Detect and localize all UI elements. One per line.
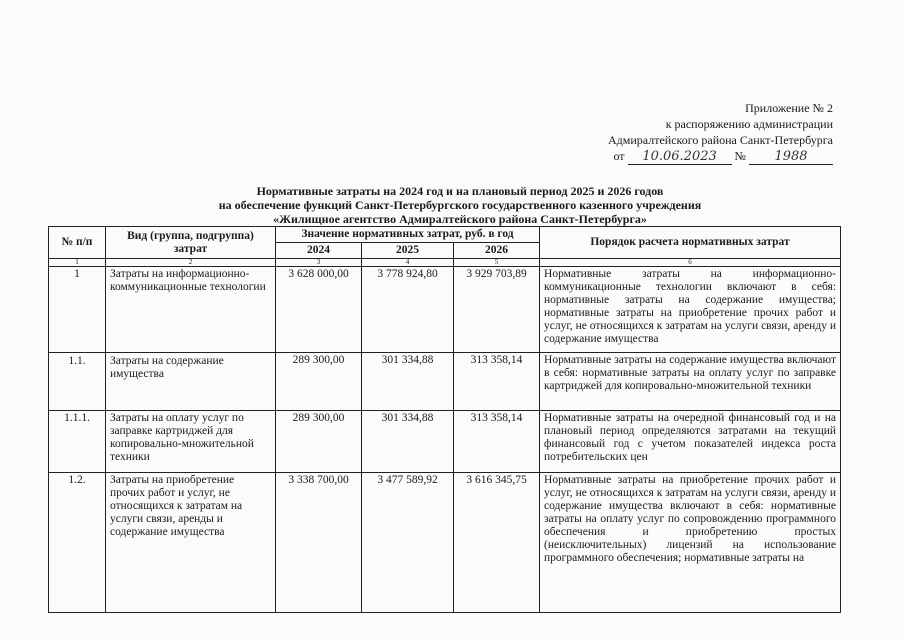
row-value-2026: 313 358,14 <box>454 353 540 411</box>
row-value-2025: 301 334,88 <box>362 353 454 411</box>
row-value-2024: 3 338 700,00 <box>276 473 362 613</box>
appendix-header <box>608 100 833 165</box>
header-year-2024: 2024 <box>276 243 362 259</box>
row-value-2026: 313 358,14 <box>454 411 540 473</box>
handwritten-date: 10.06.2023 <box>628 150 732 165</box>
row-kind: Затраты на информационно-коммуникационные технологии <box>106 267 276 353</box>
row-kind: Затраты на приобретение прочих работ и услуг, не относящихся к затратам на услуги связи, аренды и содержание имущества <box>106 473 276 613</box>
header-values: Значение нормативных затрат, руб. в год <box>276 227 540 243</box>
row-method: Нормативные затраты на очередной финансовый год и на плановый период определяются затратами на текущий финансовый год с учетом показателей индекса роста потребительских цен <box>540 411 841 473</box>
row-value-2025: 3 477 589,92 <box>362 473 454 613</box>
row-method: Нормативные затраты на содержание имущества включают в себя: нормативные затраты на оплату услуг по заправке картриджей для копировально-множительной техники <box>540 353 841 411</box>
header-year-2025: 2025 <box>362 243 454 259</box>
row-value-2024: 289 300,00 <box>276 353 362 411</box>
header-method: Порядок расчета нормативных затрат <box>540 227 841 259</box>
index-cell: 4 <box>362 259 454 267</box>
header-year-2026: 2026 <box>454 243 540 259</box>
table-row <box>49 267 841 353</box>
appendix-reference: к распоряжению администрации <box>665 117 833 131</box>
appendix-date-line <box>608 148 833 165</box>
title-line-3: «Жилищное агентство Адмиралтейского района Санкт-Петербурга» <box>273 212 647 226</box>
normative-costs-table <box>48 226 841 613</box>
row-num: 1.1. <box>49 353 106 411</box>
row-num: 1.2. <box>49 473 106 613</box>
column-index-row <box>49 259 841 267</box>
table-row <box>49 411 841 473</box>
row-value-2026: 3 616 345,75 <box>454 473 540 613</box>
title-line-1: Нормативные затраты на 2024 год и на плановый период 2025 и 2026 годов <box>256 184 664 198</box>
index-cell: 6 <box>540 259 841 267</box>
row-value-2026: 3 929 703,89 <box>454 267 540 353</box>
table-row <box>49 353 841 411</box>
table-header-row <box>49 227 841 243</box>
appendix-district: Адмиралтейского района Санкт-Петербурга <box>608 133 833 147</box>
title-line-2: на обеспечение функций Санкт-Петербургского государственного казенного учреждения <box>218 198 702 212</box>
row-value-2024: 3 628 000,00 <box>276 267 362 353</box>
number-prefix: № <box>734 149 746 163</box>
document-title <box>110 184 810 226</box>
index-cell: 1 <box>49 259 106 267</box>
header-num: № п/п <box>49 227 106 259</box>
row-num: 1.1.1. <box>49 411 106 473</box>
row-method: Нормативные затраты на приобретение прочих работ и услуг, не относящихся к затратам на услуги связи, аренду и содержание имущества включают в себя: нормативные затраты на оплату услуг по сопровождению программного обеспечения и приобретению простых (неисключительных) лицензий на использование программного обеспечения; нормативные затраты на <box>540 473 841 613</box>
table-row <box>49 473 841 613</box>
appendix-number: Приложение № 2 <box>745 101 833 115</box>
row-method: Нормативные затраты на информационно-коммуникационные технологии включают в себя: нормативные затраты на содержание имущества; нормативные затраты на приобретение прочих работ и услуг, не относящихся к затратам на услуги связи, аренду и содержание имущества <box>540 267 841 353</box>
row-num: 1 <box>49 267 106 353</box>
header-kind: Вид (группа, подгруппа) затрат <box>106 227 276 259</box>
row-value-2024: 289 300,00 <box>276 411 362 473</box>
index-cell: 3 <box>276 259 362 267</box>
row-kind: Затраты на оплату услуг по заправке картриджей для копировально-множительной техники <box>106 411 276 473</box>
date-prefix: от <box>613 149 625 163</box>
index-cell: 2 <box>106 259 276 267</box>
row-value-2025: 301 334,88 <box>362 411 454 473</box>
index-cell: 5 <box>454 259 540 267</box>
handwritten-number: 1988 <box>749 150 833 165</box>
row-kind: Затраты на содержание имущества <box>106 353 276 411</box>
row-value-2025: 3 778 924,80 <box>362 267 454 353</box>
